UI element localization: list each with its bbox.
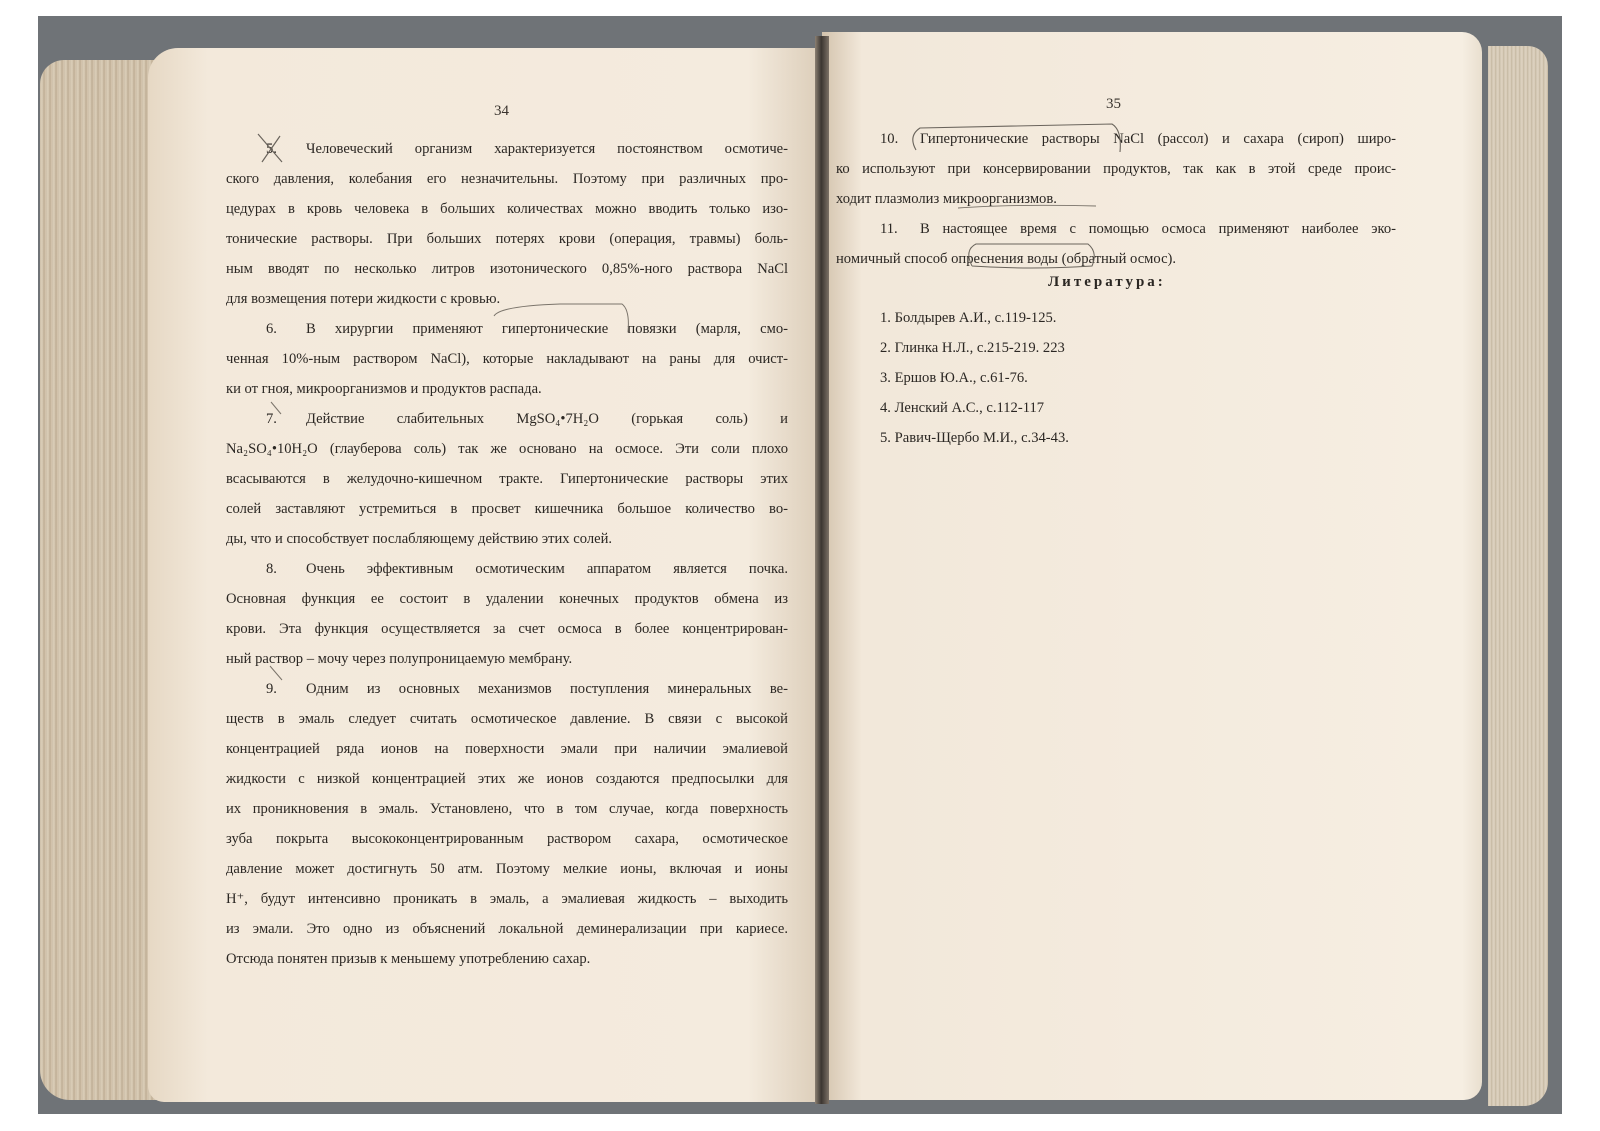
line-text: Действие слабительных MgSO₄•7H₂O (горькая соль) и xyxy=(306,411,788,427)
line-text: крови. Эта функция осуществляется за счет осмоса в более концентрирован- xyxy=(226,621,788,637)
text-line xyxy=(226,794,788,824)
right-page-text xyxy=(836,124,1396,274)
line-text: ского давления, колебания его незначительны. Поэтому при различных про- xyxy=(226,171,788,187)
line-text: Гипертонические растворы NaCl (рассол) и сахара (сироп) широ- xyxy=(920,131,1396,147)
line-text: давление может достигнуть 50 атм. Поэтому мелкие ионы, включая и ионы xyxy=(226,861,788,877)
line-text: их проникновения в эмаль. Установлено, что в том случае, когда поверхность xyxy=(226,801,788,817)
text-line xyxy=(836,214,1396,244)
line-text: из эмали. Это одно из объяснений локальной деминерализации при кариесе. xyxy=(226,921,788,937)
literature-item: 3. Ершов Ю.А., с.61-76. xyxy=(880,370,1028,386)
text-line xyxy=(226,764,788,794)
text-line xyxy=(836,124,1396,154)
book-spine xyxy=(815,36,829,1104)
line-text: номичный способ опреснения воды (обратный осмос). xyxy=(836,251,1177,267)
line-text: ко используют при консервировании продуктов, так как в этой среде проис- xyxy=(836,161,1396,177)
text-line xyxy=(226,434,788,464)
line-text: всасываются в желудочно-кишечном тракте. Гипертонические растворы этих xyxy=(226,471,788,487)
paragraph-number: 7. xyxy=(266,411,277,427)
text-line xyxy=(226,614,788,644)
literature-item: 5. Равич-Щербо М.И., с.34-43. xyxy=(880,430,1069,446)
line-text: тонические растворы. При больших потерях крови (операция, травмы) боль- xyxy=(226,231,788,247)
text-line xyxy=(226,554,788,584)
line-text: цедурах в кровь человека в больших количествах можно вводить только изо- xyxy=(226,201,788,217)
line-text: Na₂SO₄•10H₂O (глауберова соль) так же основано на осмосе. Эти соли плохо xyxy=(226,441,788,457)
text-line xyxy=(226,254,788,284)
line-text: зуба покрыта высококонцентрированным раствором сахара, осмотическое xyxy=(226,831,788,847)
line-text: ный раствор – мочу через полупроницаемую мембрану. xyxy=(226,651,573,667)
line-text: Очень эффективным осмотическим аппаратом является почка. xyxy=(306,561,788,577)
line-text: для возмещения потери жидкости с кровью. xyxy=(226,291,501,307)
literature-item: 1. Болдырев А.И., с.119-125. xyxy=(880,310,1057,326)
text-line xyxy=(226,734,788,764)
text-line xyxy=(226,824,788,854)
text-line xyxy=(226,884,788,914)
line-text: Основная функция ее состоит в удалении конечных продуктов обмена из xyxy=(226,591,788,607)
line-text: концентрацией ряда ионов на поверхности эмали при наличии эмалиевой xyxy=(226,741,788,757)
text-line xyxy=(226,344,788,374)
text-line xyxy=(226,314,788,344)
paragraph-number: 6. xyxy=(266,321,277,337)
line-text: ществ в эмаль следует считать осмотическое давление. В связи с высокой xyxy=(226,711,788,727)
text-line xyxy=(226,524,788,554)
text-line xyxy=(836,154,1396,184)
text-line xyxy=(226,284,788,314)
literature-item: 4. Ленский А.С., с.112-117 xyxy=(880,400,1045,416)
paragraph-number: 9. xyxy=(266,681,277,697)
literature-list xyxy=(880,303,1069,453)
text-line xyxy=(226,374,788,404)
line-text: ки от гноя, микроорганизмов и продуктов распада. xyxy=(226,381,542,397)
text-line xyxy=(226,584,788,614)
line-text: Человеческий организм характеризуется постоянством осмотиче- xyxy=(306,141,788,157)
paragraph-number: 10. xyxy=(880,131,899,147)
line-text: В хирургии применяют гипертонические повязки (марля, смо- xyxy=(306,321,788,337)
page-number-right: 35 xyxy=(1106,96,1121,112)
text-line xyxy=(226,854,788,884)
text-line xyxy=(226,914,788,944)
text-line xyxy=(226,404,788,434)
text-line xyxy=(226,704,788,734)
line-text: солей заставляют устремиться в просвет кишечника большое количество во- xyxy=(226,501,788,517)
literature-title: Литература: xyxy=(1048,274,1166,290)
page-number-left: 34 xyxy=(494,103,509,119)
text-line xyxy=(226,134,788,164)
page-edges-right xyxy=(1488,46,1548,1106)
text-line xyxy=(836,184,1396,214)
line-text: ченная 10%-ным раствором NaCl), которые накладывают на раны для очист- xyxy=(226,351,788,367)
line-text: ходит плазмолиз микроорганизмов. xyxy=(836,191,1057,207)
line-text: В настоящее время с помощью осмоса применяют наиболее эко- xyxy=(920,221,1396,237)
text-line xyxy=(226,464,788,494)
paragraph-number: 5. xyxy=(266,141,277,157)
text-line xyxy=(226,944,788,974)
text-line xyxy=(226,164,788,194)
line-text: Отсюда понятен призыв к меньшему употреблению сахар. xyxy=(226,951,591,967)
text-line xyxy=(226,224,788,254)
text-line xyxy=(836,244,1396,274)
left-page-text xyxy=(226,134,788,974)
text-line xyxy=(226,674,788,704)
line-text: H⁺, будут интенсивно проникать в эмаль, а эмалиевая жидкость – выходить xyxy=(226,891,788,907)
paragraph-number: 8. xyxy=(266,561,277,577)
line-text: ным вводят по несколько литров изотонического 0,85%-ного раствора NaCl xyxy=(226,261,788,277)
line-text: жидкости с низкой концентрацией этих же ионов создаются предпосылки для xyxy=(226,771,788,787)
line-text: Одним из основных механизмов поступления минеральных ве- xyxy=(306,681,788,697)
text-line xyxy=(226,644,788,674)
text-line xyxy=(226,494,788,524)
paragraph-number: 11. xyxy=(880,221,898,237)
line-text: ды, что и способствует послабляющему действию этих солей. xyxy=(226,531,613,547)
text-line xyxy=(226,194,788,224)
literature-item: 2. Глинка Н.Л., с.215-219. 223 xyxy=(880,340,1065,356)
